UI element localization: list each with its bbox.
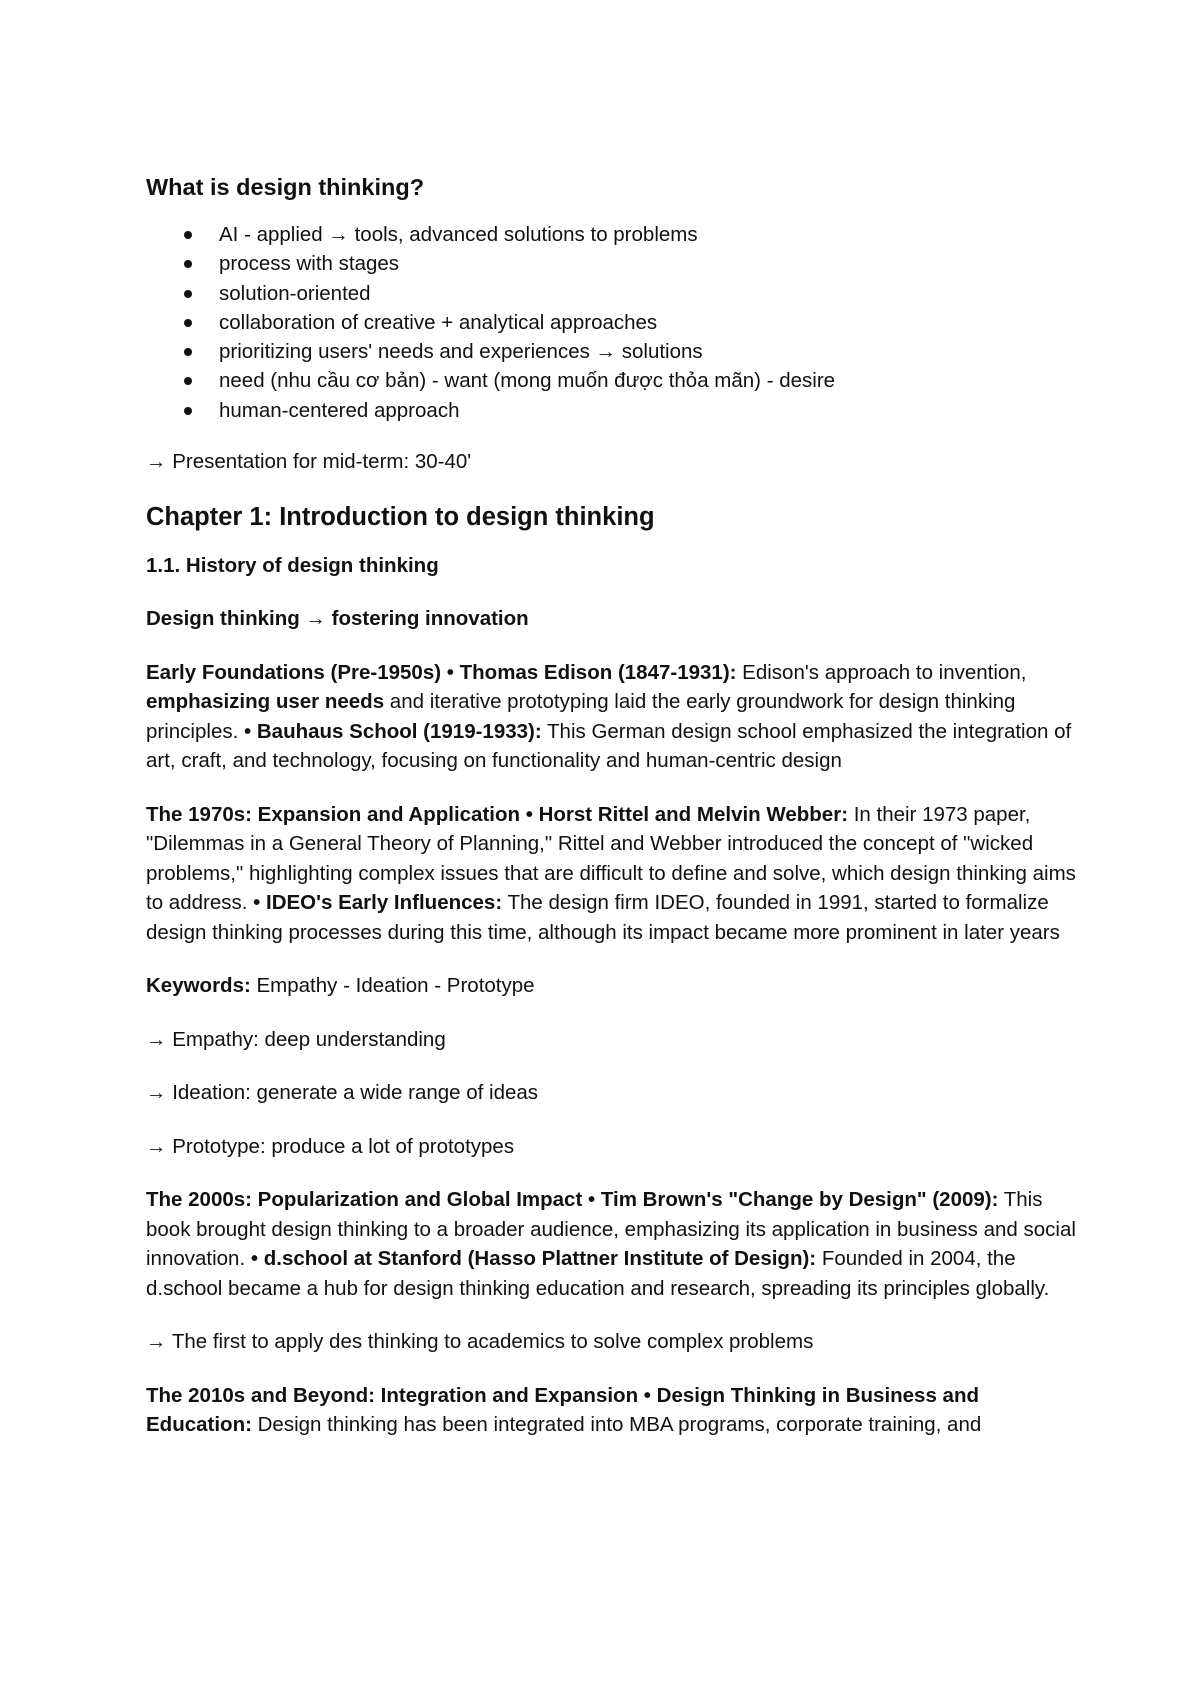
bullet-dot-icon: [184, 407, 192, 415]
keywords-paragraph: Keywords: Empathy - Ideation - Prototype: [146, 974, 535, 998]
bullet-dot-icon: [184, 231, 192, 239]
section-lead: Design thinking → fostering innovation: [146, 607, 529, 631]
academics-note: → The first to apply des thinking to academics to solve complex problems: [146, 1330, 814, 1354]
section-title: 1.1. History of design thinking: [146, 553, 439, 577]
intro-bullet-list: [146, 220, 1076, 425]
early-foundations-paragraph: Early Foundations (Pre-1950s) • Thomas Edison (1847-1931): Edison's approach to invention, emphasizing user needs and iterative prototyping laid the early groundwork for design thinking principles. • Bauhaus School (1919-1933): This German design school emphasized the integration of art, craft, and technology, focusing on functionality and human-centric design: [146, 660, 1072, 773]
chapter-title: Chapter 1: Introduction to design thinking: [146, 502, 655, 531]
twenty-tens-paragraph: The 2010s and Beyond: Integration and Expansion • Design Thinking in Business and Education: Design thinking has been integrated into MBA programs, corporate training, and: [146, 1383, 982, 1437]
ideation-note: → Ideation: generate a wide range of ideas: [146, 1081, 539, 1105]
bullet-dot-icon: [184, 260, 192, 268]
list-item: prioritizing users' needs and experiences → solutions: [146, 337, 1076, 366]
list-item: human-centered approach: [146, 396, 1076, 425]
list-item: process with stages: [146, 249, 1076, 278]
list-item: collaboration of creative + analytical approaches: [146, 308, 1076, 337]
document-content: [146, 172, 1076, 1464]
seventies-paragraph: The 1970s: Expansion and Application • Horst Rittel and Melvin Webber: In their 1973 paper, "Dilemmas in a General Theory of Planning," Rittel and Webber introduced the concept of "wicked problems," highlighting complex issues that are difficult to define and solve, which design thinking aims to address. • IDEO's Early Influences: The design firm IDEO, founded in 1991, started to formalize design thinking processes during this time, although its impact became more prominent in later years: [146, 802, 1076, 944]
list-item: need (nhu cầu cơ bản) - want (mong muốn được thỏa mãn) - desire: [146, 366, 1076, 395]
bullet-dot-icon: [184, 319, 192, 327]
bullet-dot-icon: [184, 348, 192, 356]
bullet-dot-icon: [184, 290, 192, 298]
empathy-note: → Empathy: deep understanding: [146, 1027, 446, 1051]
presentation-note: → Presentation for mid-term: 30-40': [146, 450, 472, 474]
list-item: solution-oriented: [146, 279, 1076, 308]
bullet-dot-icon: [184, 377, 192, 385]
intro-heading: What is design thinking?: [146, 174, 425, 200]
prototype-note: → Prototype: produce a lot of prototypes: [146, 1134, 515, 1158]
two-thousands-paragraph: The 2000s: Popularization and Global Impact • Tim Brown's "Change by Design" (2009): This book brought design thinking to a broader audience, emphasizing its application in business and social innovation. • d.school at Stanford (Hasso Plattner Institute of Design): Founded in 2004, the d.school became a hub for design thinking education and research, spreading its principles globally.: [146, 1188, 1076, 1300]
list-item: AI - applied → tools, advanced solutions to problems: [146, 220, 1076, 249]
